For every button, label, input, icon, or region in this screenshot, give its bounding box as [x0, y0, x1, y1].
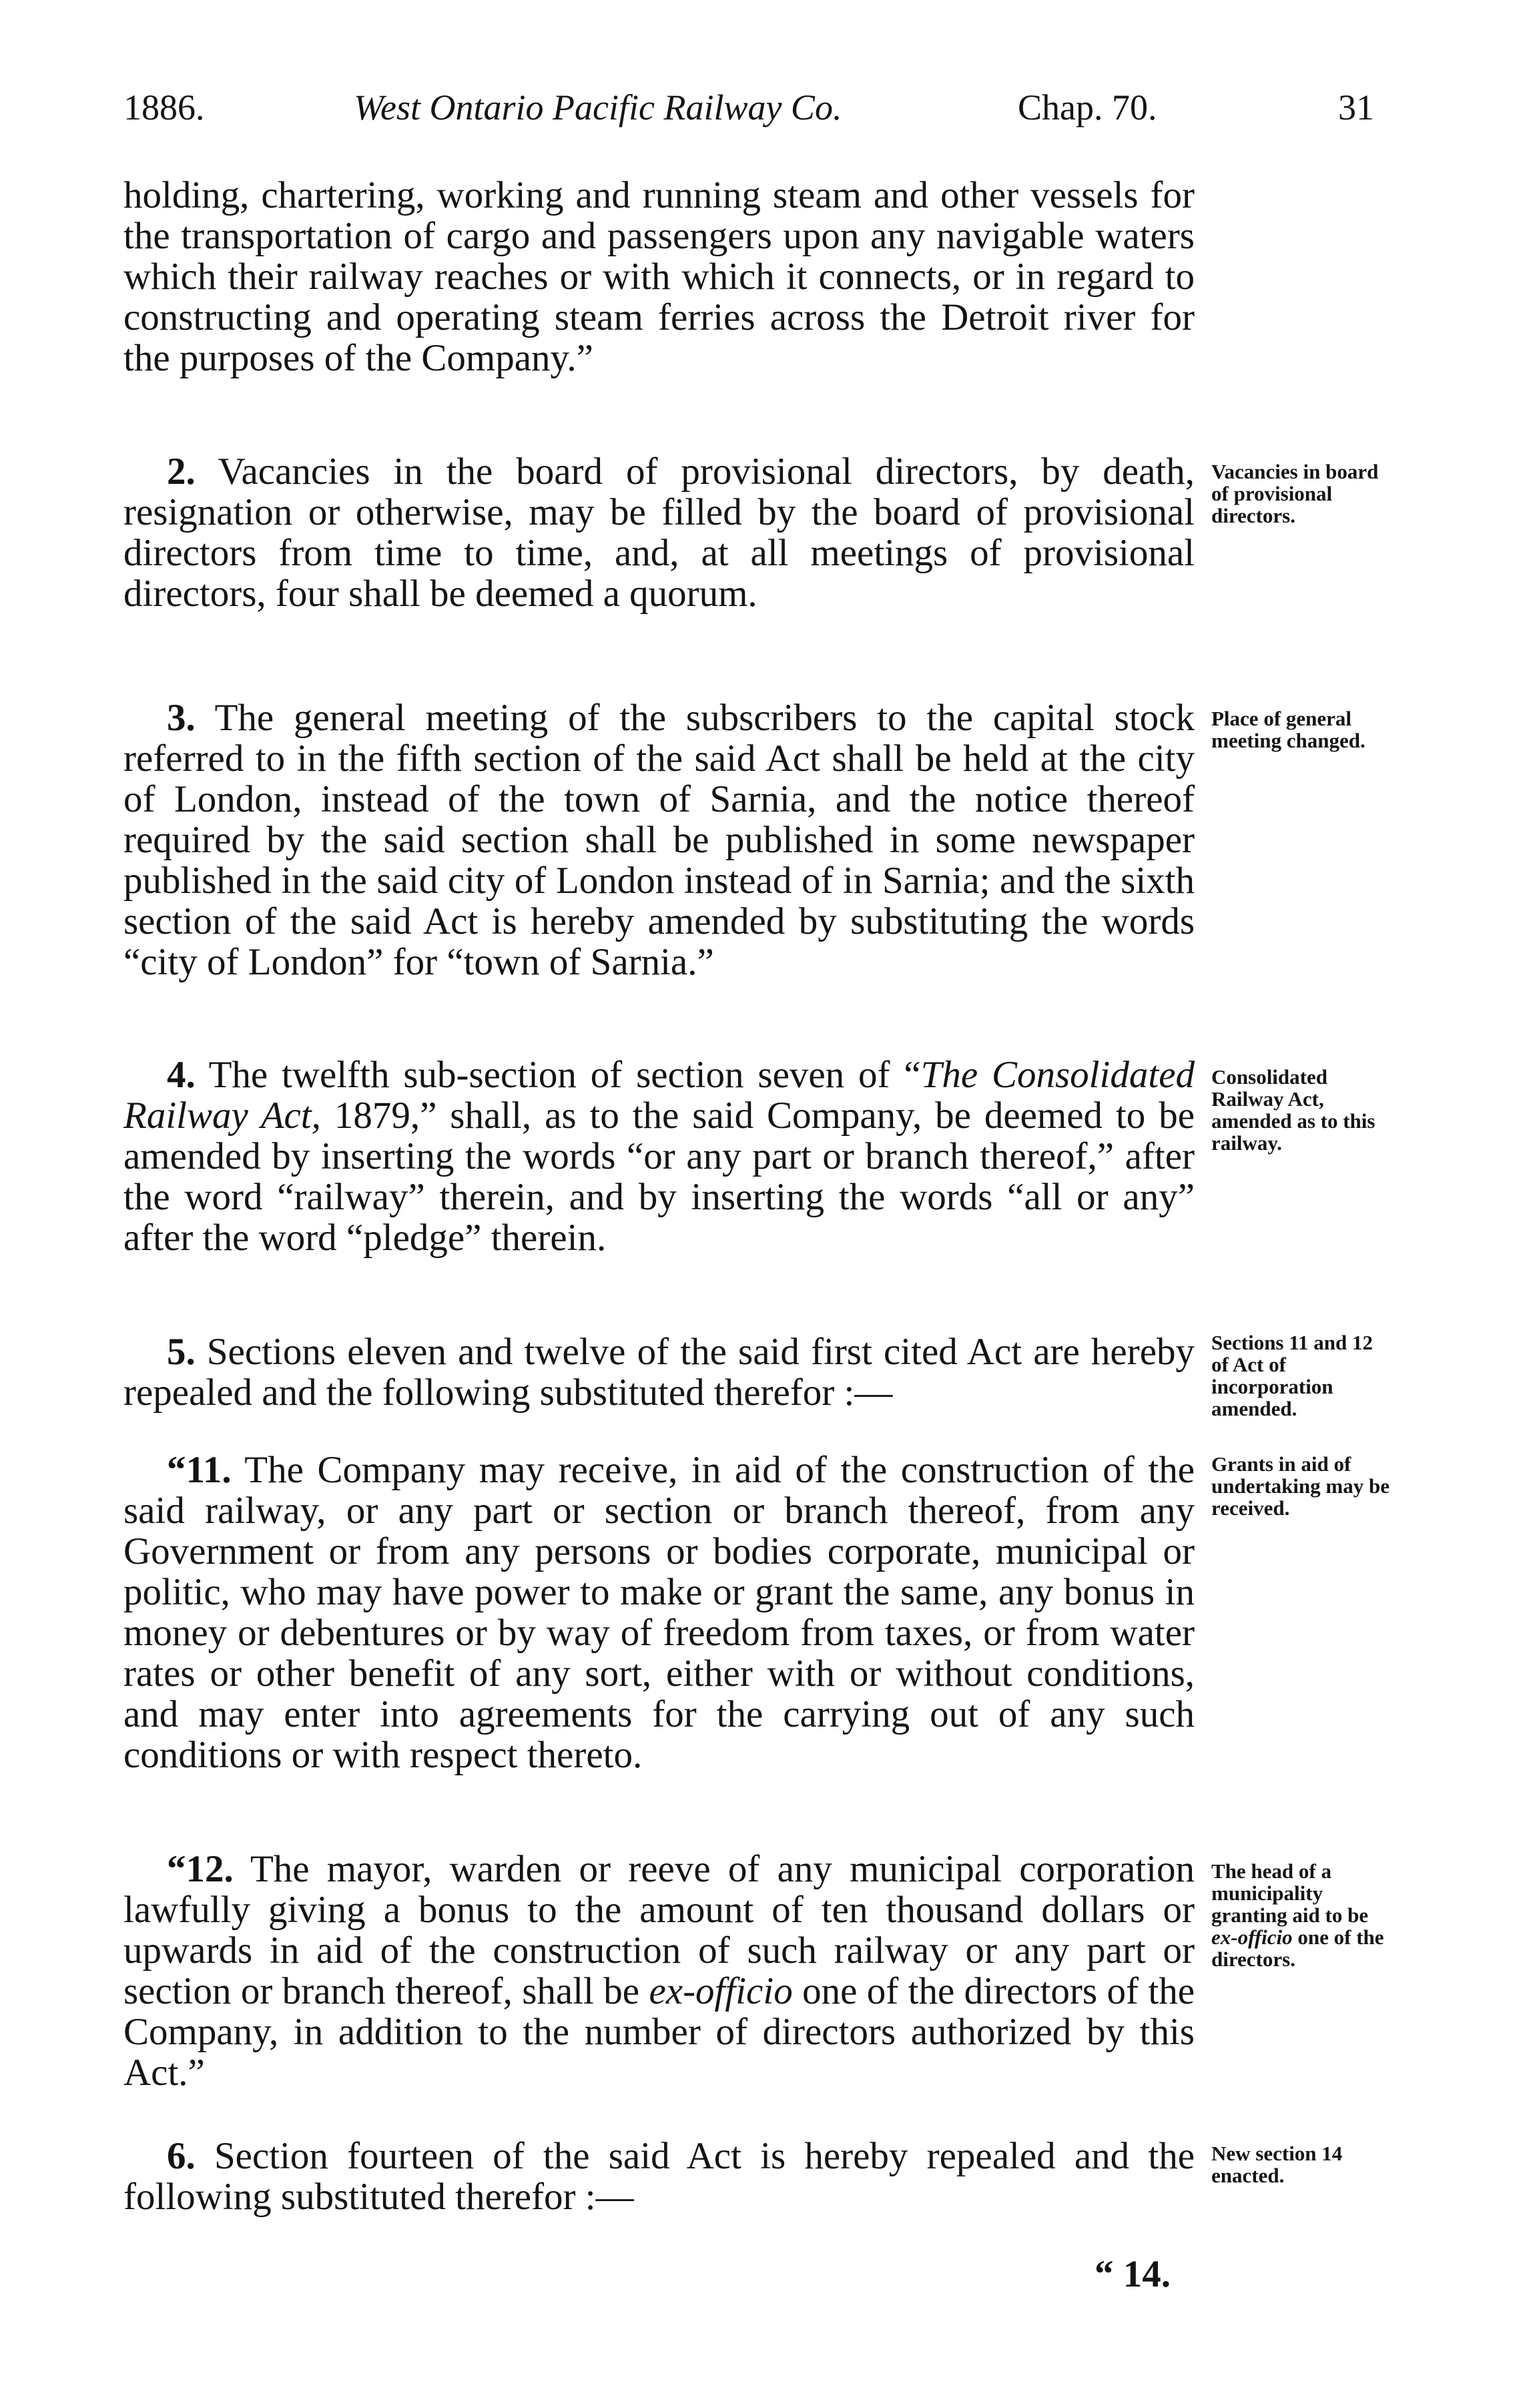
section-number: “11. — [167, 1449, 232, 1491]
continuation-paragraph — [123, 175, 1195, 378]
section-12 — [123, 1849, 1195, 2093]
catchword: “ 14. — [1095, 2253, 1171, 2295]
section-5 — [123, 1331, 1195, 1413]
section-text: Vacancies in the board of provisional directors, by death, resignation or otherwise, may be filled by the board of provisional directors from time to time, and, at all meetings of provisional directors, four shall be deemed a quorum. — [123, 450, 1195, 615]
section-text: Sections eleven and twelve of the said first cited Act are hereby repealed and the following substituted therefor :— — [123, 1331, 1195, 1414]
margin-note-4: Consolidated Railway Act, amended as to this railway. — [1211, 1065, 1375, 1155]
margin-note-6: New section 14 enacted. — [1211, 2142, 1343, 2187]
running-header — [123, 87, 1374, 147]
section-2 — [123, 451, 1195, 614]
section-text: Section fourteen of the said Act is hereby repealed and the following substituted therefor :— — [123, 2135, 1195, 2218]
page-number: 31 — [1338, 87, 1374, 127]
header-chapter: Chap. 70. — [1018, 87, 1157, 127]
note-text-post: one of the directors. — [1211, 1925, 1384, 1971]
section-number: 4. — [167, 1054, 196, 1096]
section-number: 5. — [167, 1331, 196, 1373]
margin-note-2: Vacancies in board of provisional directors. — [1211, 460, 1379, 527]
margin-note-3: Place of general meeting changed. — [1211, 707, 1365, 752]
header-year: 1886. — [123, 87, 205, 127]
note-ex-officio: ex-officio — [1211, 1925, 1293, 1949]
margin-note-12 — [1211, 1860, 1392, 1970]
section-text-post: 1879,” shall, as to the said Company, be deemed to be amended by inserting the words “or any part or branch thereof,” after the word “railway” therein, and by inserting the words “all or any” after the word “pledge” therein. — [123, 1095, 1195, 1259]
note-text-pre: The head of a municipality granting aid to be — [1211, 1859, 1369, 1927]
section-text-pre: The twelfth sub-section of section seven of “ — [208, 1054, 921, 1096]
section-text: The Company may receive, in aid of the construction of the said railway, or any part or section or branch thereof, from any Government or from any persons or bodies corporate, municipal or politic, who may have power to make or grant the same, any bonus in money or debentures or by way of freedom from taxes, or from water rates or other benefit of any sort, either with or without conditions, and may enter into agreements for the carrying out of any such conditions or with respect thereto. — [123, 1449, 1195, 1776]
margin-note-11: Grants in aid of undertaking may be received. — [1211, 1452, 1390, 1520]
section-number: 2. — [167, 450, 196, 493]
section-number: “12. — [167, 1848, 234, 1890]
continuation-text: holding, chartering, working and running steam and other vessels for the transportation of cargo and passengers upon any navigable waters which their railway reaches or with which it connects, or in regard to constructing and operating steam ferries across the Detroit river for the purposes of the Company.” — [123, 174, 1195, 379]
section-3 — [123, 697, 1195, 982]
section-number: 6. — [167, 2135, 196, 2177]
act-title: The Consolidated Railway Act, — [123, 1054, 1195, 1137]
section-text-pre: The mayor, warden or reeve of any municipal corporation lawfully giving a bonus to the amount of ten thousand dollars or upwards in aid of the construction of such railway or any part or section or branch thereof, shall be — [123, 1848, 1195, 2012]
section-6 — [123, 2136, 1195, 2217]
header-title: West Ontario Pacific Railway Co. — [354, 87, 842, 127]
margin-note-5: Sections 11 and 12 of Act of incorporation amended. — [1211, 1331, 1373, 1420]
section-text: The general meeting of the subscribers to the capital stock referred to in the fifth section of the said Act shall be held at the city of London, instead of the town of Sarnia, and the notice thereof required by the said section shall be published in some newspaper published in the said city of London instead of in Sarnia; and the sixth section of the said Act is hereby amended by substituting the words “city of London” for “town of Sarnia.” — [123, 697, 1195, 983]
section-text-post: one of the directors of the Company, in addition to the number of directors authorized by this Act.” — [123, 1970, 1195, 2094]
section-11 — [123, 1450, 1195, 1775]
section-number: 3. — [167, 697, 196, 739]
section-4 — [123, 1055, 1195, 1258]
ex-officio-term: ex-officio — [649, 1970, 793, 2012]
